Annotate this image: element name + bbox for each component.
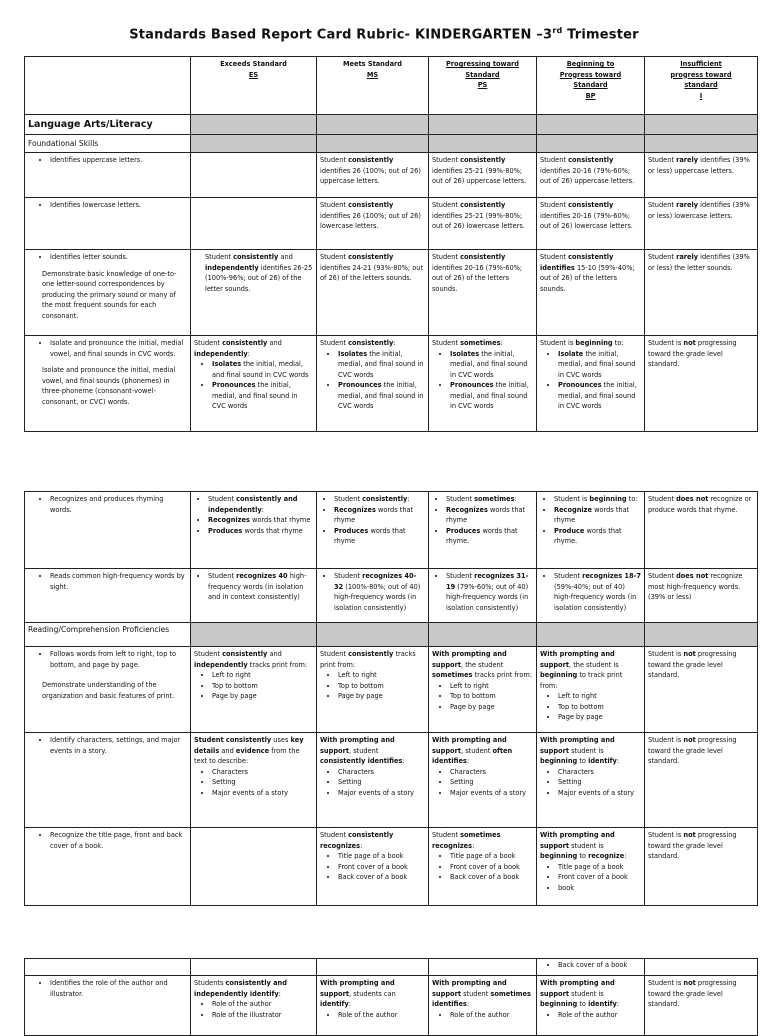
rubric-table-1 bbox=[24, 56, 758, 432]
standard-cell: • Reads common high-frequency words by sight. bbox=[25, 569, 191, 623]
header-row bbox=[25, 57, 758, 115]
meets-cell: • Student consistently: • Recognizes words that rhyme • Produces words that rhyme bbox=[317, 492, 429, 569]
insufficient-cell: Student is not progressing toward the grade level standard. bbox=[645, 733, 758, 828]
insufficient-cell: Student is not progressing toward the grade level standard. bbox=[645, 828, 758, 906]
standard-cell: • Identifies uppercase letters. bbox=[25, 153, 191, 198]
table-row bbox=[25, 647, 758, 733]
header-progressing: Progressing toward Standard PS bbox=[429, 57, 537, 115]
table-row bbox=[25, 198, 758, 250]
insufficient-cell: Student does not recognize or produce words that rhyme. bbox=[645, 492, 758, 569]
beginning-cell: Student consistently identifies 15-10 (59%-40%; out of 26) of the letters sounds. bbox=[537, 250, 645, 336]
exceeds-cell: • Student recognizes 40 high-frequency words (in isolation and in context consistently) bbox=[191, 569, 317, 623]
standard-cell: • Recognizes and produces rhyming words. bbox=[25, 492, 191, 569]
insufficient-cell: Student is not progressing toward the grade level standard. bbox=[645, 976, 758, 1036]
table-row bbox=[25, 250, 758, 336]
progressing-cell: With prompting and support, student often identifies: • Characters • Setting • Major events of a story bbox=[429, 733, 537, 828]
subsection-foundational-skills: Foundational Skills bbox=[25, 135, 191, 153]
progressing-cell: • Student sometimes: • Recognizes words that rhyme • Produces words that rhyme. bbox=[429, 492, 537, 569]
insufficient-cell: Student rarely identifies (39% or less) uppercase letters. bbox=[645, 153, 758, 198]
subsection-reading-comprehension: Reading/Comprehension Proficiencies bbox=[25, 623, 191, 647]
beginning-cell: • Student is beginning to: • Recognize words that rhyme • Produce words that rhyme. bbox=[537, 492, 645, 569]
beginning-cell: With prompting and support, the student is beginning to track print from: • Left to right • Top to bottom • Page by page bbox=[537, 647, 645, 733]
table-row bbox=[25, 828, 758, 906]
meets-cell: Student consistently recognizes: • Title page of a book • Front cover of a book • Back cover of a book bbox=[317, 828, 429, 906]
progressing-cell: Student consistently identifies 25-21 (99%-80%; out of 26) lowercase letters. bbox=[429, 198, 537, 250]
rubric-table-2 bbox=[24, 491, 758, 906]
beginning-cell: Student consistently identifies 20-16 (79%-60%; out of 26) lowercase letters. bbox=[537, 198, 645, 250]
table-row bbox=[25, 153, 758, 198]
progressing-cell: • Student recognizes 31-19 (79%-60%; out of 40) high-frequency words (in isolation consistently) bbox=[429, 569, 537, 623]
insufficient-cell: Student rarely identifies (39% or less) lowercase letters. bbox=[645, 198, 758, 250]
standard-cell: • Identifies letter sounds. Demonstrate basic knowledge of one-to-one letter-sound correspondences by producing the primary sound or many of the most frequent sounds for each consonant. bbox=[25, 250, 191, 336]
progressing-cell: With prompting and support, the student sometimes tracks print from: • Left to right • Top to bottom • Page by page bbox=[429, 647, 537, 733]
header-exceeds: Exceeds Standard ES bbox=[191, 57, 317, 115]
beginning-cell: With prompting and support student is beginning to recognize: • Title page of a book • Front cover of a book • book bbox=[537, 828, 645, 906]
beginning-cell: With prompting and support student is beginning to identify: • Characters • Setting • Major events of a story bbox=[537, 733, 645, 828]
table-row bbox=[25, 336, 758, 432]
meets-cell: With prompting and support, students can identify: • Role of the author bbox=[317, 976, 429, 1036]
header-beginning: Beginning to Progress toward Standard BP bbox=[537, 57, 645, 115]
section-row bbox=[25, 115, 758, 135]
standard-cell: • Recognize the title page, front and back cover of a book. bbox=[25, 828, 191, 906]
progressing-cell: With prompting and support student sometimes identifies: • Role of the author bbox=[429, 976, 537, 1036]
exceeds-cell: Student consistently uses key details and evidence from the text to describe: • Characters • Setting • Major events of a story bbox=[191, 733, 317, 828]
progressing-cell: Student sometimes recognizes: • Title page of a book • Front cover of a book • Back cover of a book bbox=[429, 828, 537, 906]
standard-cell: • Follows words from left to right, top to bottom, and page by page. Demonstrate understanding of the organization and basic features of print. bbox=[25, 647, 191, 733]
exceeds-cell: Student consistently and independently tracks print from: • Left to right • Top to bottom • Page by page bbox=[191, 647, 317, 733]
meets-cell: Student consistently tracks print from: • Left to right • Top to bottom • Page by page bbox=[317, 647, 429, 733]
meets-cell: • Student recognizes 40-32 (100%-80%; out of 40) high-frequency words (in isolation consistently) bbox=[317, 569, 429, 623]
standard-cell: • Identifies the role of the author and illustrator. bbox=[25, 976, 191, 1036]
beginning-cell: Student is beginning to: • Isolate the initial, medial, and final sound in CVC words • Pronounces the initial, medial, and final sound in CVC words bbox=[537, 336, 645, 432]
header-blank bbox=[25, 57, 191, 115]
exceeds-cell: Student consistently and independently identifies 26-25 (100%-96%; out of 26) of the letter sounds. bbox=[191, 250, 317, 336]
subsection-row bbox=[25, 623, 758, 647]
page-title: Standards Based Report Card Rubric- KINDERGARTEN –3rd Trimester bbox=[129, 26, 639, 43]
table-row bbox=[25, 959, 758, 976]
meets-cell: Student consistently identifies 26 (100%; out of 26) uppercase letters. bbox=[317, 153, 429, 198]
table-row bbox=[25, 492, 758, 569]
header-insufficient: Insufficient progress toward standard I bbox=[645, 57, 758, 115]
rubric-table-3 bbox=[24, 958, 758, 1036]
beginning-cell: With prompting and support student is beginning to identify: • Role of the author bbox=[537, 976, 645, 1036]
standard-cell: • Identify characters, settings, and major events in a story. bbox=[25, 733, 191, 828]
section-language-arts: Language Arts/Literacy bbox=[25, 115, 191, 135]
exceeds-cell: Students consistently and independently identify: • Role of the author • Role of the illustrator bbox=[191, 976, 317, 1036]
table-row bbox=[25, 976, 758, 1036]
beginning-cell: • Student recognizes 18-7 (59%-40%; out of 40) high-frequency words (in isolation consistently) bbox=[537, 569, 645, 623]
meets-cell: With prompting and support, student consistently identifies: • Characters • Setting • Major events of a story bbox=[317, 733, 429, 828]
table-row bbox=[25, 733, 758, 828]
header-meets: Meets Standard MS bbox=[317, 57, 429, 115]
progressing-cell: Student consistently identifies 25-21 (99%-80%; out of 26) uppercase letters. bbox=[429, 153, 537, 198]
beginning-cell: Student consistently identifies 20-16 (79%-60%; out of 26) uppercase letters. bbox=[537, 153, 645, 198]
standard-cell: • Isolate and pronounce the initial, medial vowel, and final sounds in CVC words. Isolate and pronounce the initial, medial vowel, and final sounds (phonemes) in three-phoneme (consonant-vowel-consonant, or CVC) words. bbox=[25, 336, 191, 432]
standard-cell: • Identifies lowercase letters. bbox=[25, 198, 191, 250]
insufficient-cell: Student is not progressing toward the grade level standard. bbox=[645, 647, 758, 733]
insufficient-cell: Student rarely identifies (39% or less) the letter sounds. bbox=[645, 250, 758, 336]
progressing-cell: Student sometimes: • Isolates the initial, medial, and final sound in CVC words • Pronounces the initial, medial, and final sound in CVC words bbox=[429, 336, 537, 432]
table-row bbox=[25, 569, 758, 623]
meets-cell: Student consistently identifies 24-21 (93%-80%; out of 26) of the letters sounds. bbox=[317, 250, 429, 336]
progressing-cell: Student consistently identifies 20-16 (79%-60%; out of 26) of the letters sounds. bbox=[429, 250, 537, 336]
meets-cell: Student consistently: • Isolates the initial, medial, and final sound in CVC words • Pronounces the initial, medial, and final sound in CVC words bbox=[317, 336, 429, 432]
subsection-row bbox=[25, 135, 758, 153]
exceeds-cell: • Student consistently and independently: • Recognizes words that rhyme • Produces words that rhyme bbox=[191, 492, 317, 569]
beginning-cell: • Back cover of a book bbox=[537, 959, 645, 976]
insufficient-cell: Student is not progressing toward the grade level standard. bbox=[645, 336, 758, 432]
exceeds-cell: Student consistently and independently: • Isolates the initial, medial, and final sound in CVC words • Pronounces the initial, medial, and final sound in CVC words bbox=[191, 336, 317, 432]
meets-cell: Student consistently identifies 26 (100%; out of 26) lowercase letters. bbox=[317, 198, 429, 250]
insufficient-cell: Student does not recognize most high-frequency words. (39% or less) bbox=[645, 569, 758, 623]
